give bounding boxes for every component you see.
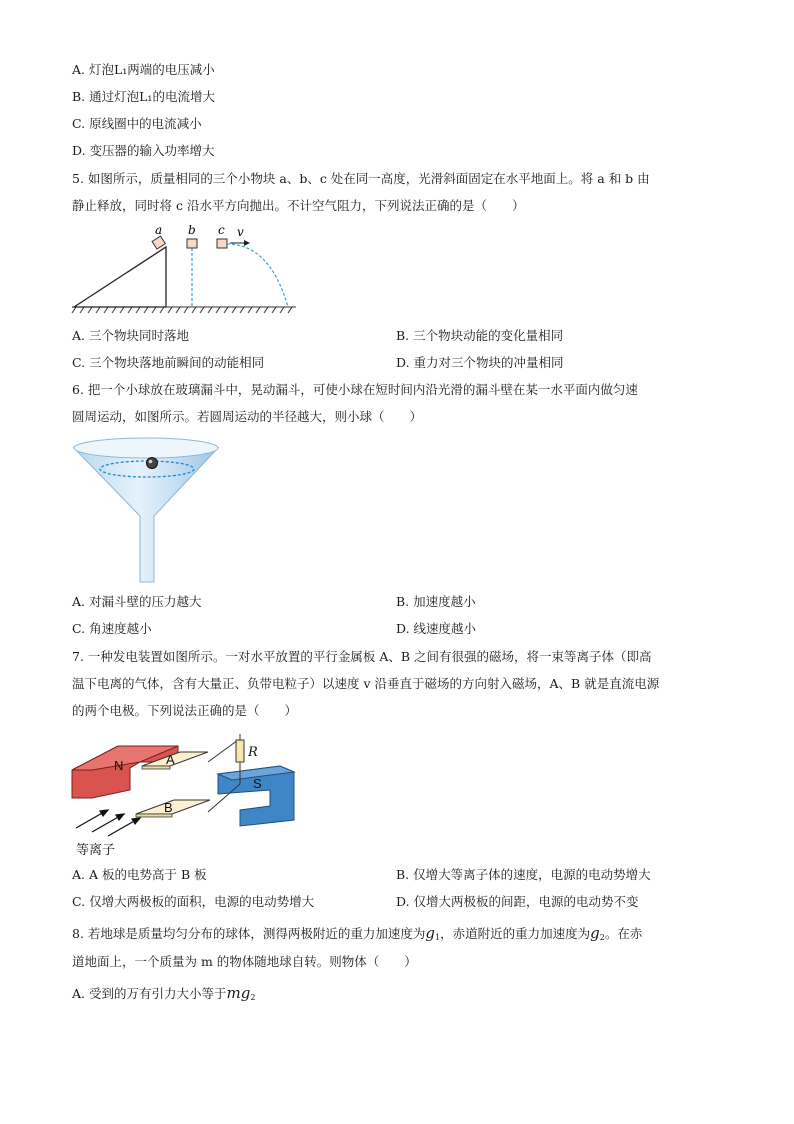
block-a: [152, 236, 165, 249]
q8-stem-part2: ，赤道附近的重力加速度为: [440, 926, 591, 941]
q8-stem-part3: 。在赤: [604, 926, 643, 941]
g2-subscript: 2: [599, 933, 605, 942]
q7-option-a: A. A 板的电势高于 B 板: [72, 867, 207, 882]
q8-option-a: [72, 985, 255, 1006]
g1-subscript: 1: [435, 933, 441, 942]
plasma-arrows: [76, 810, 140, 836]
q8-stem-line1: [72, 925, 642, 946]
ground-hatching: [72, 307, 296, 313]
q7-stem-line1: 7. 一种发电装置如图所示。一对水平放置的平行金属板 A、B 之间有很强的磁场，将一束等离子体（即高: [72, 649, 652, 664]
q5-stem-line1: 5. 如图所示，质量相同的三个小物块 a、b、c 处在同一高度，光滑斜面固定在水平地面上。将 a 和 b 由: [72, 171, 650, 186]
label-a-plate: A: [166, 752, 175, 767]
q5-stem-line2: 静止释放，同时将 c 沿水平方向抛出。不计空气阻力，下列说法正确的是（ ）: [72, 198, 525, 213]
q7-stem-line2: 温下电离的气体，含有大量正、负带电粒子）以速度 v 沿垂直于磁场的方向射入磁场，A、B 就是直流电源: [72, 676, 660, 691]
q6-funnel-figure: [72, 436, 222, 586]
q8-option-a-expr: mg: [226, 984, 251, 1002]
velocity-arrow-head: [244, 240, 250, 246]
q6-stem-line1: 6. 把一个小球放在玻璃漏斗中，晃动漏斗，可使小球在短时间内沿光滑的漏斗壁在某一水平面内做匀速: [72, 382, 638, 397]
q6-stem-line2: 圆周运动，如图所示。若圆周运动的半径越大，则小球（ ）: [72, 409, 423, 424]
q5-option-d: D. 重力对三个物块的冲量相同: [396, 355, 564, 370]
projectile-path-c: [227, 244, 288, 307]
q5-option-a: A. 三个物块同时落地: [72, 328, 189, 343]
q8-stem-line2: 道地面上，一个质量为 m 的物体随地球自转。则物体（ ）: [72, 954, 417, 969]
label-plasma: 等离子: [76, 843, 116, 858]
q6-option-d: D. 线速度越小: [396, 621, 477, 636]
q8-option-a-subscript: 2: [250, 993, 256, 1002]
q8-option-a-text: A. 受到的万有引力大小等于: [72, 986, 227, 1001]
q4-option-a: A. 灯泡L₁两端的电压减小: [72, 62, 215, 77]
funnel-cone: [74, 448, 218, 582]
q7-option-d: D. 仅增大两极板的间距，电源的电动势不变: [396, 894, 639, 909]
q5-option-c: C. 三个物块落地前瞬间的动能相同: [72, 355, 265, 370]
q4-option-c: C. 原线圈中的电流减小: [72, 116, 202, 131]
ball: [147, 458, 158, 469]
q4-option-b: B. 通过灯泡L₁的电流增大: [72, 89, 215, 104]
resistor: [236, 740, 244, 762]
q4-option-d: D. 变压器的输入功率增大: [72, 143, 215, 158]
label-n: N: [114, 758, 124, 773]
label-s: S: [253, 776, 262, 791]
plate-b: [136, 800, 210, 814]
q5-option-b: B. 三个物块动能的变化量相同: [396, 328, 564, 343]
q6-option-c: C. 角速度越小: [72, 621, 152, 636]
incline-triangle: [74, 247, 166, 307]
block-c: [217, 239, 227, 248]
q6-option-a: A. 对漏斗壁的压力越大: [72, 594, 202, 609]
q8-stem-part1: 8. 若地球是质量均匀分布的球体，测得两极附近的重力加速度为: [72, 926, 426, 941]
label-a: a: [155, 223, 163, 237]
q5-incline-figure: [70, 222, 302, 318]
q6-option-b: B. 加速度越小: [396, 594, 476, 609]
label-b: b: [188, 223, 196, 237]
label-c: c: [218, 223, 225, 237]
ball-highlight: [149, 460, 153, 464]
g2-symbol: g: [590, 924, 600, 942]
q7-option-c: C. 仅增大两极板的面积，电源的电动势增大: [72, 894, 315, 909]
g1-symbol: g: [425, 924, 436, 942]
label-r: R: [248, 745, 258, 760]
q7-generator-figure: [70, 728, 310, 858]
block-b: [187, 239, 197, 248]
q7-option-b: B. 仅增大等离子体的速度，电源的电动势增大: [396, 867, 651, 882]
wire-a: [208, 740, 240, 762]
q7-stem-line3: 的两个电极。下列说法正确的是（ ）: [72, 703, 298, 718]
label-v: v: [237, 225, 244, 239]
label-b-plate: B: [164, 800, 173, 815]
funnel-rim: [74, 438, 218, 458]
